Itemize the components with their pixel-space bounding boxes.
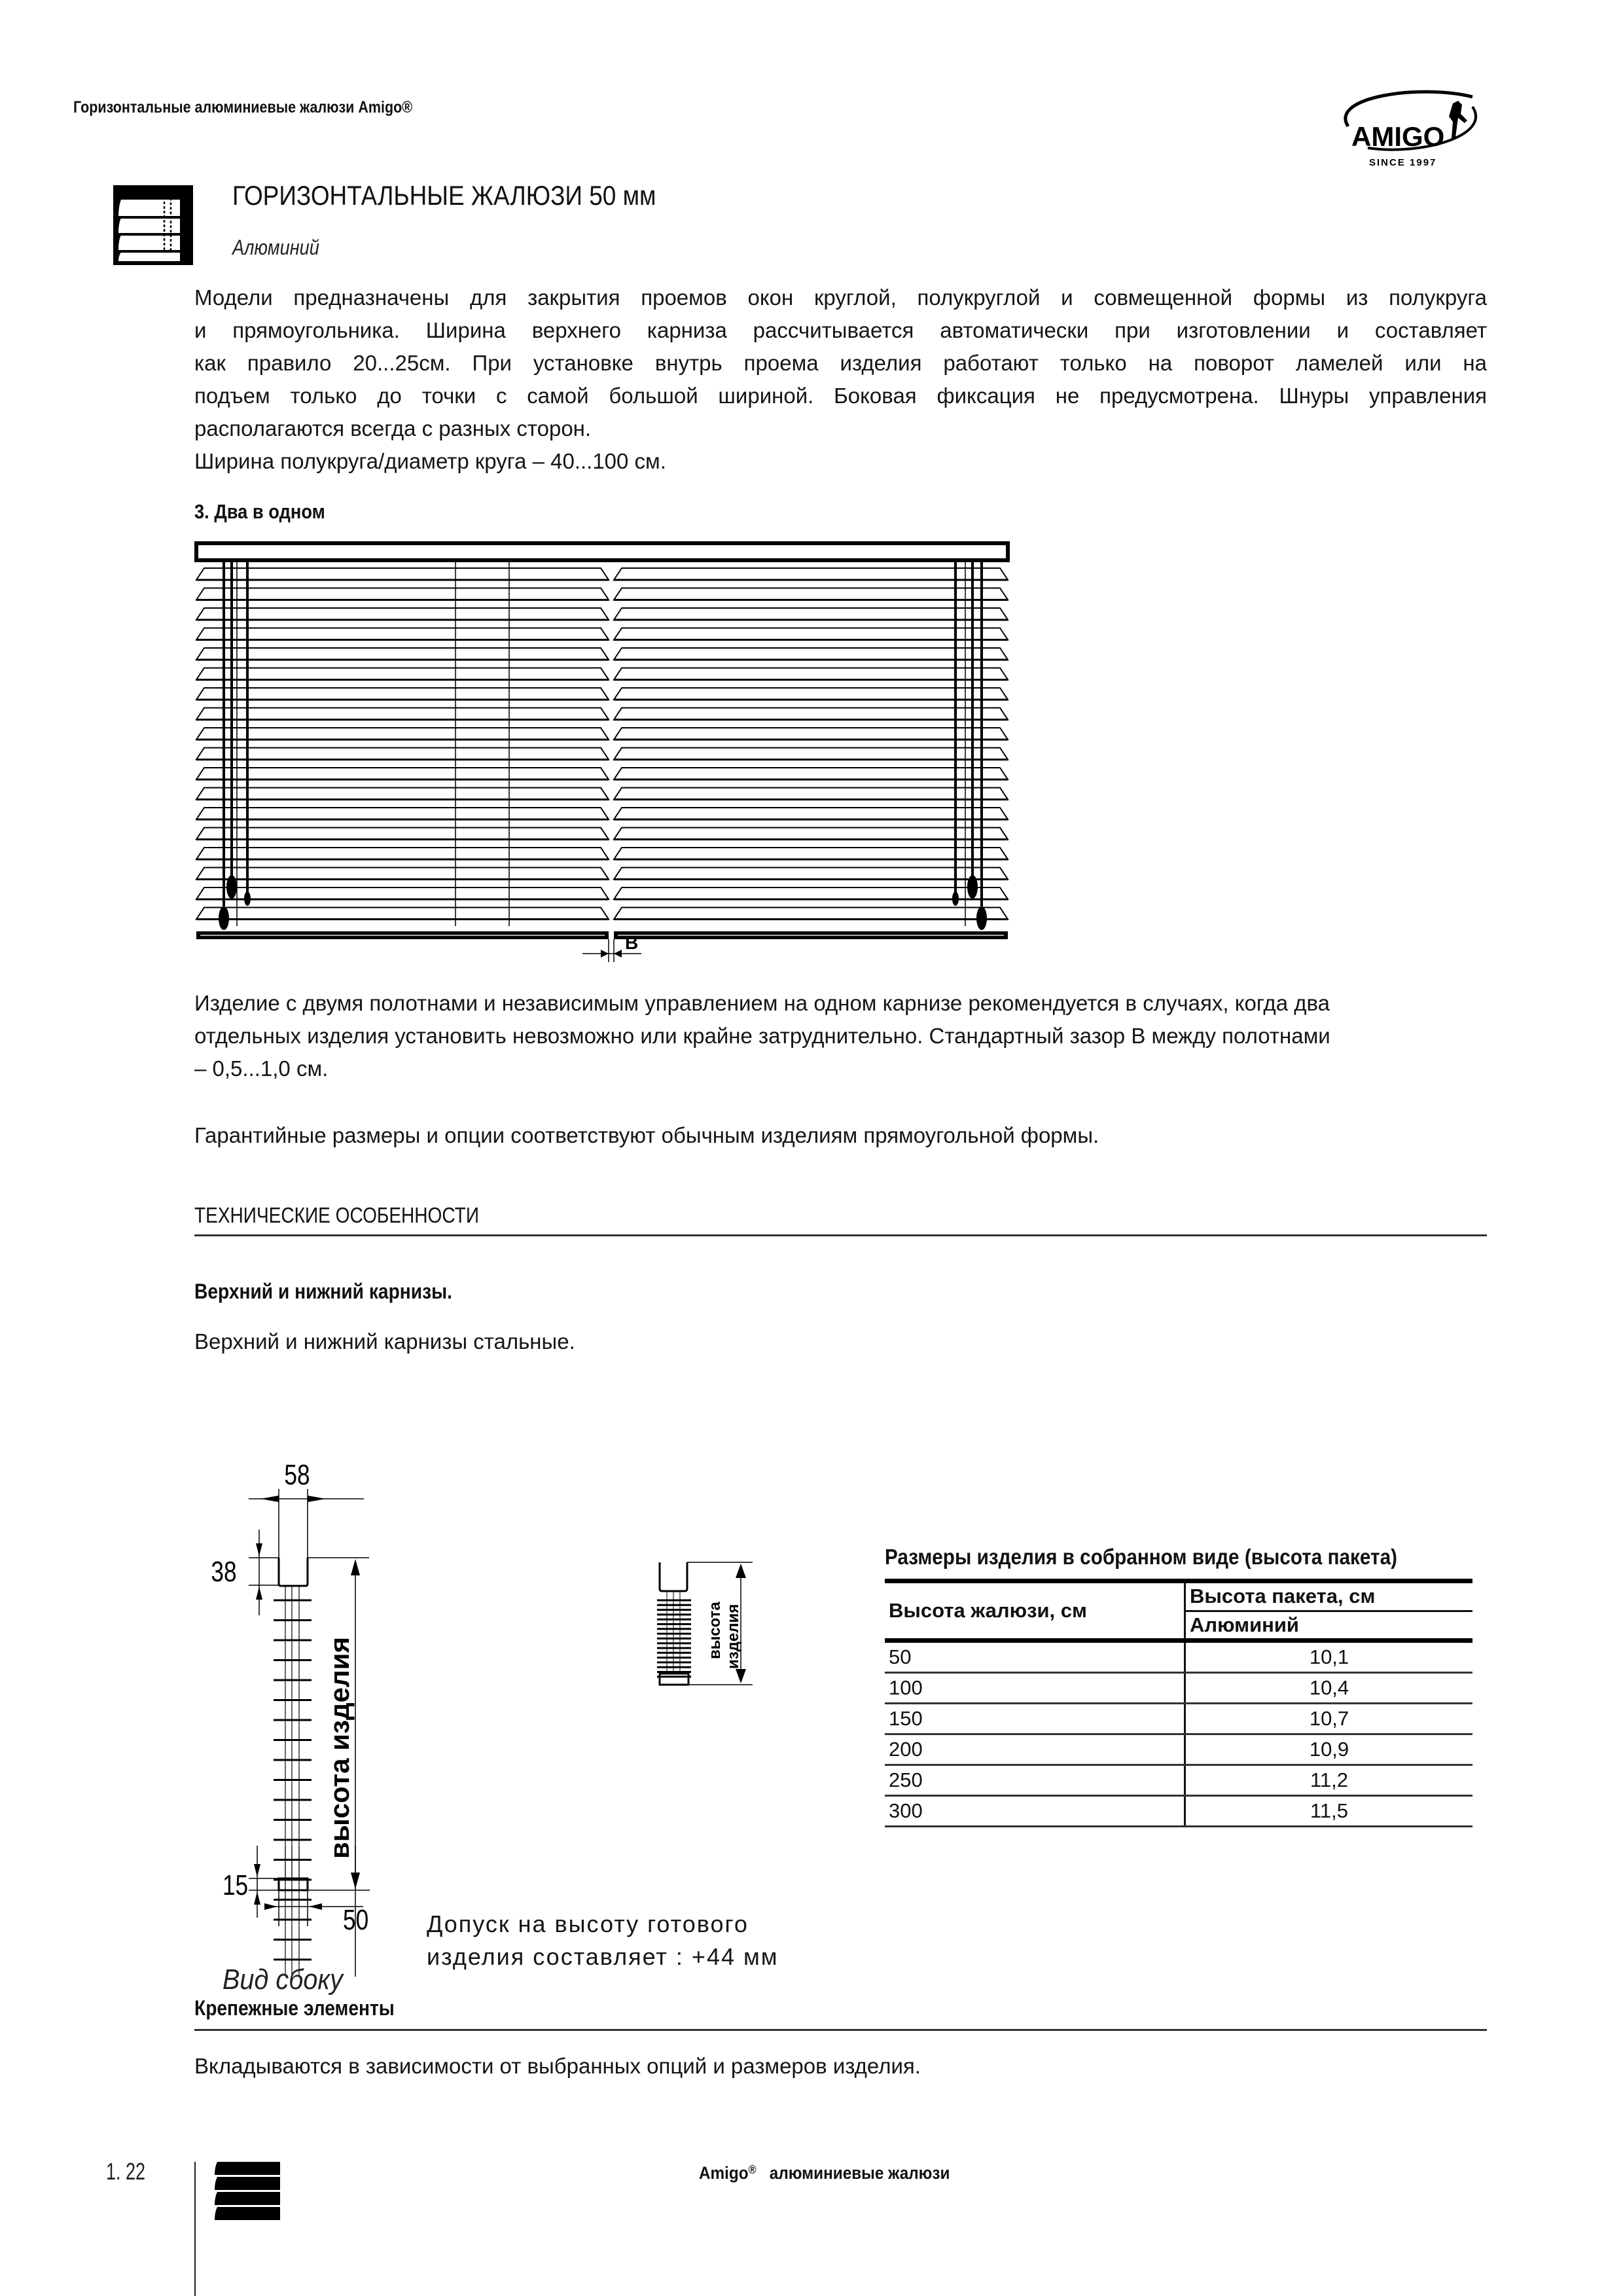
- col-subheader-material: Алюминий: [1185, 1611, 1473, 1641]
- slat: [614, 768, 1008, 780]
- page-number: 1. 22: [106, 2158, 146, 2185]
- slat: [196, 688, 609, 700]
- slat: [614, 888, 1008, 899]
- amigo-logo: [1322, 77, 1492, 169]
- slat: [196, 888, 609, 899]
- two-in-one-diagram: [190, 537, 1041, 982]
- slat: [196, 828, 609, 840]
- slat: [196, 848, 609, 859]
- dim-50: 50: [343, 1904, 369, 1936]
- variant-description: [194, 987, 1487, 1085]
- section-divider: [194, 2029, 1487, 2031]
- tolerance-note: [427, 1908, 779, 1973]
- amigo-logo-icon: [1322, 77, 1492, 169]
- height-cell: 50: [885, 1641, 1185, 1673]
- height-label: высота изделия: [324, 1637, 355, 1859]
- table-row: [885, 1673, 1472, 1704]
- height-cell: 150: [885, 1704, 1185, 1734]
- slat: [196, 768, 609, 780]
- dim-15: 15: [223, 1869, 249, 1901]
- gap-label: B: [625, 933, 639, 953]
- desc-line: отдельных изделия установить невозможно или крайне затруднительно. Стандартный зазор В между полотнами: [194, 1024, 1330, 1048]
- intro-line: Модели предназначены для закрытия проемов окон круглой, полукруглой и совмещенной формы из полукруга: [194, 285, 1487, 310]
- dim-58: 58: [284, 1459, 310, 1491]
- intro-line: и прямоугольника. Ширина верхнего карниза рассчитывается автоматически при изготовлении и составляет: [194, 318, 1487, 342]
- slat: [614, 788, 1008, 800]
- running-header-title: Горизонтальные алюминиевые жалюзи Amigo®: [73, 98, 413, 117]
- package-cell: 11,2: [1185, 1765, 1473, 1796]
- package-cell: 10,4: [1185, 1673, 1473, 1704]
- slat: [196, 608, 609, 620]
- mini-label-2: изделия: [724, 1604, 742, 1669]
- cord-tassel-icons: [219, 875, 987, 930]
- height-cell: 250: [885, 1765, 1185, 1796]
- slat: [614, 908, 1008, 920]
- slat: [614, 648, 1008, 660]
- col-header-height: Высота жалюзи, см: [885, 1581, 1185, 1641]
- slat: [614, 728, 1008, 740]
- slat: [196, 788, 609, 800]
- footer-divider: [194, 2162, 196, 2296]
- package-cell: 11,5: [1185, 1796, 1473, 1827]
- side-view-caption: Вид сбоку: [223, 1964, 343, 1996]
- warranty-note: Гарантийные размеры и опции соответствуют обычным изделиям прямоугольной формы.: [194, 1123, 1099, 1147]
- dim-38: 38: [211, 1556, 237, 1588]
- logo-name: AMIGO: [1351, 121, 1445, 152]
- slat: [614, 828, 1008, 840]
- slat: [614, 668, 1008, 680]
- table-row: [885, 1765, 1472, 1796]
- table-row: [885, 1641, 1472, 1673]
- slat: [614, 688, 1008, 700]
- table-row: [885, 1796, 1472, 1827]
- table-row: [885, 1704, 1472, 1734]
- technical-heading: ТЕХНИЧЕСКИЕ ОСОБЕННОСТИ: [194, 1203, 479, 1227]
- section-divider: [194, 1234, 1487, 1236]
- rails-heading: Верхний и нижний карнизы.: [194, 1280, 452, 1303]
- tolerance-line: Допуск на высоту готового: [427, 1910, 749, 1937]
- table-title: Размеры изделия в собранном виде (высота пакета): [885, 1545, 1397, 1569]
- slat: [196, 708, 609, 720]
- footer-label: алюминиевые жалюзи: [769, 2163, 950, 2183]
- height-cell: 100: [885, 1673, 1185, 1704]
- fasteners-text: Вкладываются в зависимости от выбранных опций и размеров изделия.: [194, 2054, 921, 2078]
- slat: [614, 628, 1008, 640]
- side-view-bottom: [196, 1846, 432, 1964]
- slat: [614, 808, 1008, 819]
- slat: [614, 588, 1008, 600]
- slat: [614, 868, 1008, 880]
- desc-line: – 0,5...1,0 см.: [194, 1056, 329, 1081]
- package-cell: 10,1: [1185, 1641, 1473, 1673]
- page-title: ГОРИЗОНТАЛЬНЫЕ ЖАЛЮЗИ 50 мм: [232, 180, 656, 211]
- slat: [196, 908, 609, 920]
- height-cell: 300: [885, 1796, 1185, 1827]
- slat: [614, 848, 1008, 859]
- slat: [196, 648, 609, 660]
- height-cell: 200: [885, 1734, 1185, 1765]
- package-cell: 10,7: [1185, 1704, 1473, 1734]
- footer-brand-text: Amigo® алюминиевые жалюзи: [699, 2163, 950, 2183]
- blinds-slats-icon: [215, 2162, 280, 2221]
- variant-heading: 3. Два в одном: [194, 500, 325, 523]
- package-height-drawing: [654, 1548, 785, 1698]
- slat: [196, 868, 609, 880]
- horizontal-blinds-icon: [113, 185, 193, 265]
- rails-text: Верхний и нижний карнизы стальные.: [194, 1329, 575, 1354]
- col-header-package: Высота пакета, см: [1185, 1581, 1473, 1611]
- fasteners-heading: Крепежные элементы: [194, 1996, 395, 2020]
- slat: [196, 808, 609, 819]
- table-row: [885, 1734, 1472, 1765]
- intro-line: располагаются всегда с разных сторон.: [194, 416, 592, 440]
- width-note: Ширина полукруга/диаметр круга – 40...100 см.: [194, 449, 666, 473]
- slat: [196, 588, 609, 600]
- material-subtitle: Алюминий: [232, 236, 319, 259]
- intro-line: подъем только до точки с самой большой шириной. Боковая фиксация не предусмотрена. Шнуры управления: [194, 384, 1487, 408]
- slat: [614, 568, 1008, 580]
- slat: [614, 708, 1008, 720]
- slat: [196, 568, 609, 580]
- footer-brand: Amigo: [699, 2163, 749, 2183]
- logo-tagline: SINCE 1997: [1369, 157, 1437, 168]
- package-cell: 10,9: [1185, 1734, 1473, 1765]
- mini-label-1: высота: [706, 1602, 724, 1659]
- intro-paragraph: [194, 281, 1487, 478]
- intro-line: как правило 20...25см. При установке внутрь проема изделия работают только на поворот ламелей или на: [194, 351, 1487, 375]
- slat: [614, 608, 1008, 620]
- tolerance-line: изделия составляет : +44 мм: [427, 1943, 779, 1970]
- desc-line: Изделие с двумя полотнами и независимым управлением на одном карнизе рекомендуется в случаях, когда два: [194, 991, 1330, 1015]
- slat: [196, 668, 609, 680]
- slat: [196, 728, 609, 740]
- slat: [196, 628, 609, 640]
- headrail: [196, 543, 1008, 560]
- slat: [614, 748, 1008, 760]
- package-size-table: [885, 1545, 1472, 1827]
- slat: [196, 748, 609, 760]
